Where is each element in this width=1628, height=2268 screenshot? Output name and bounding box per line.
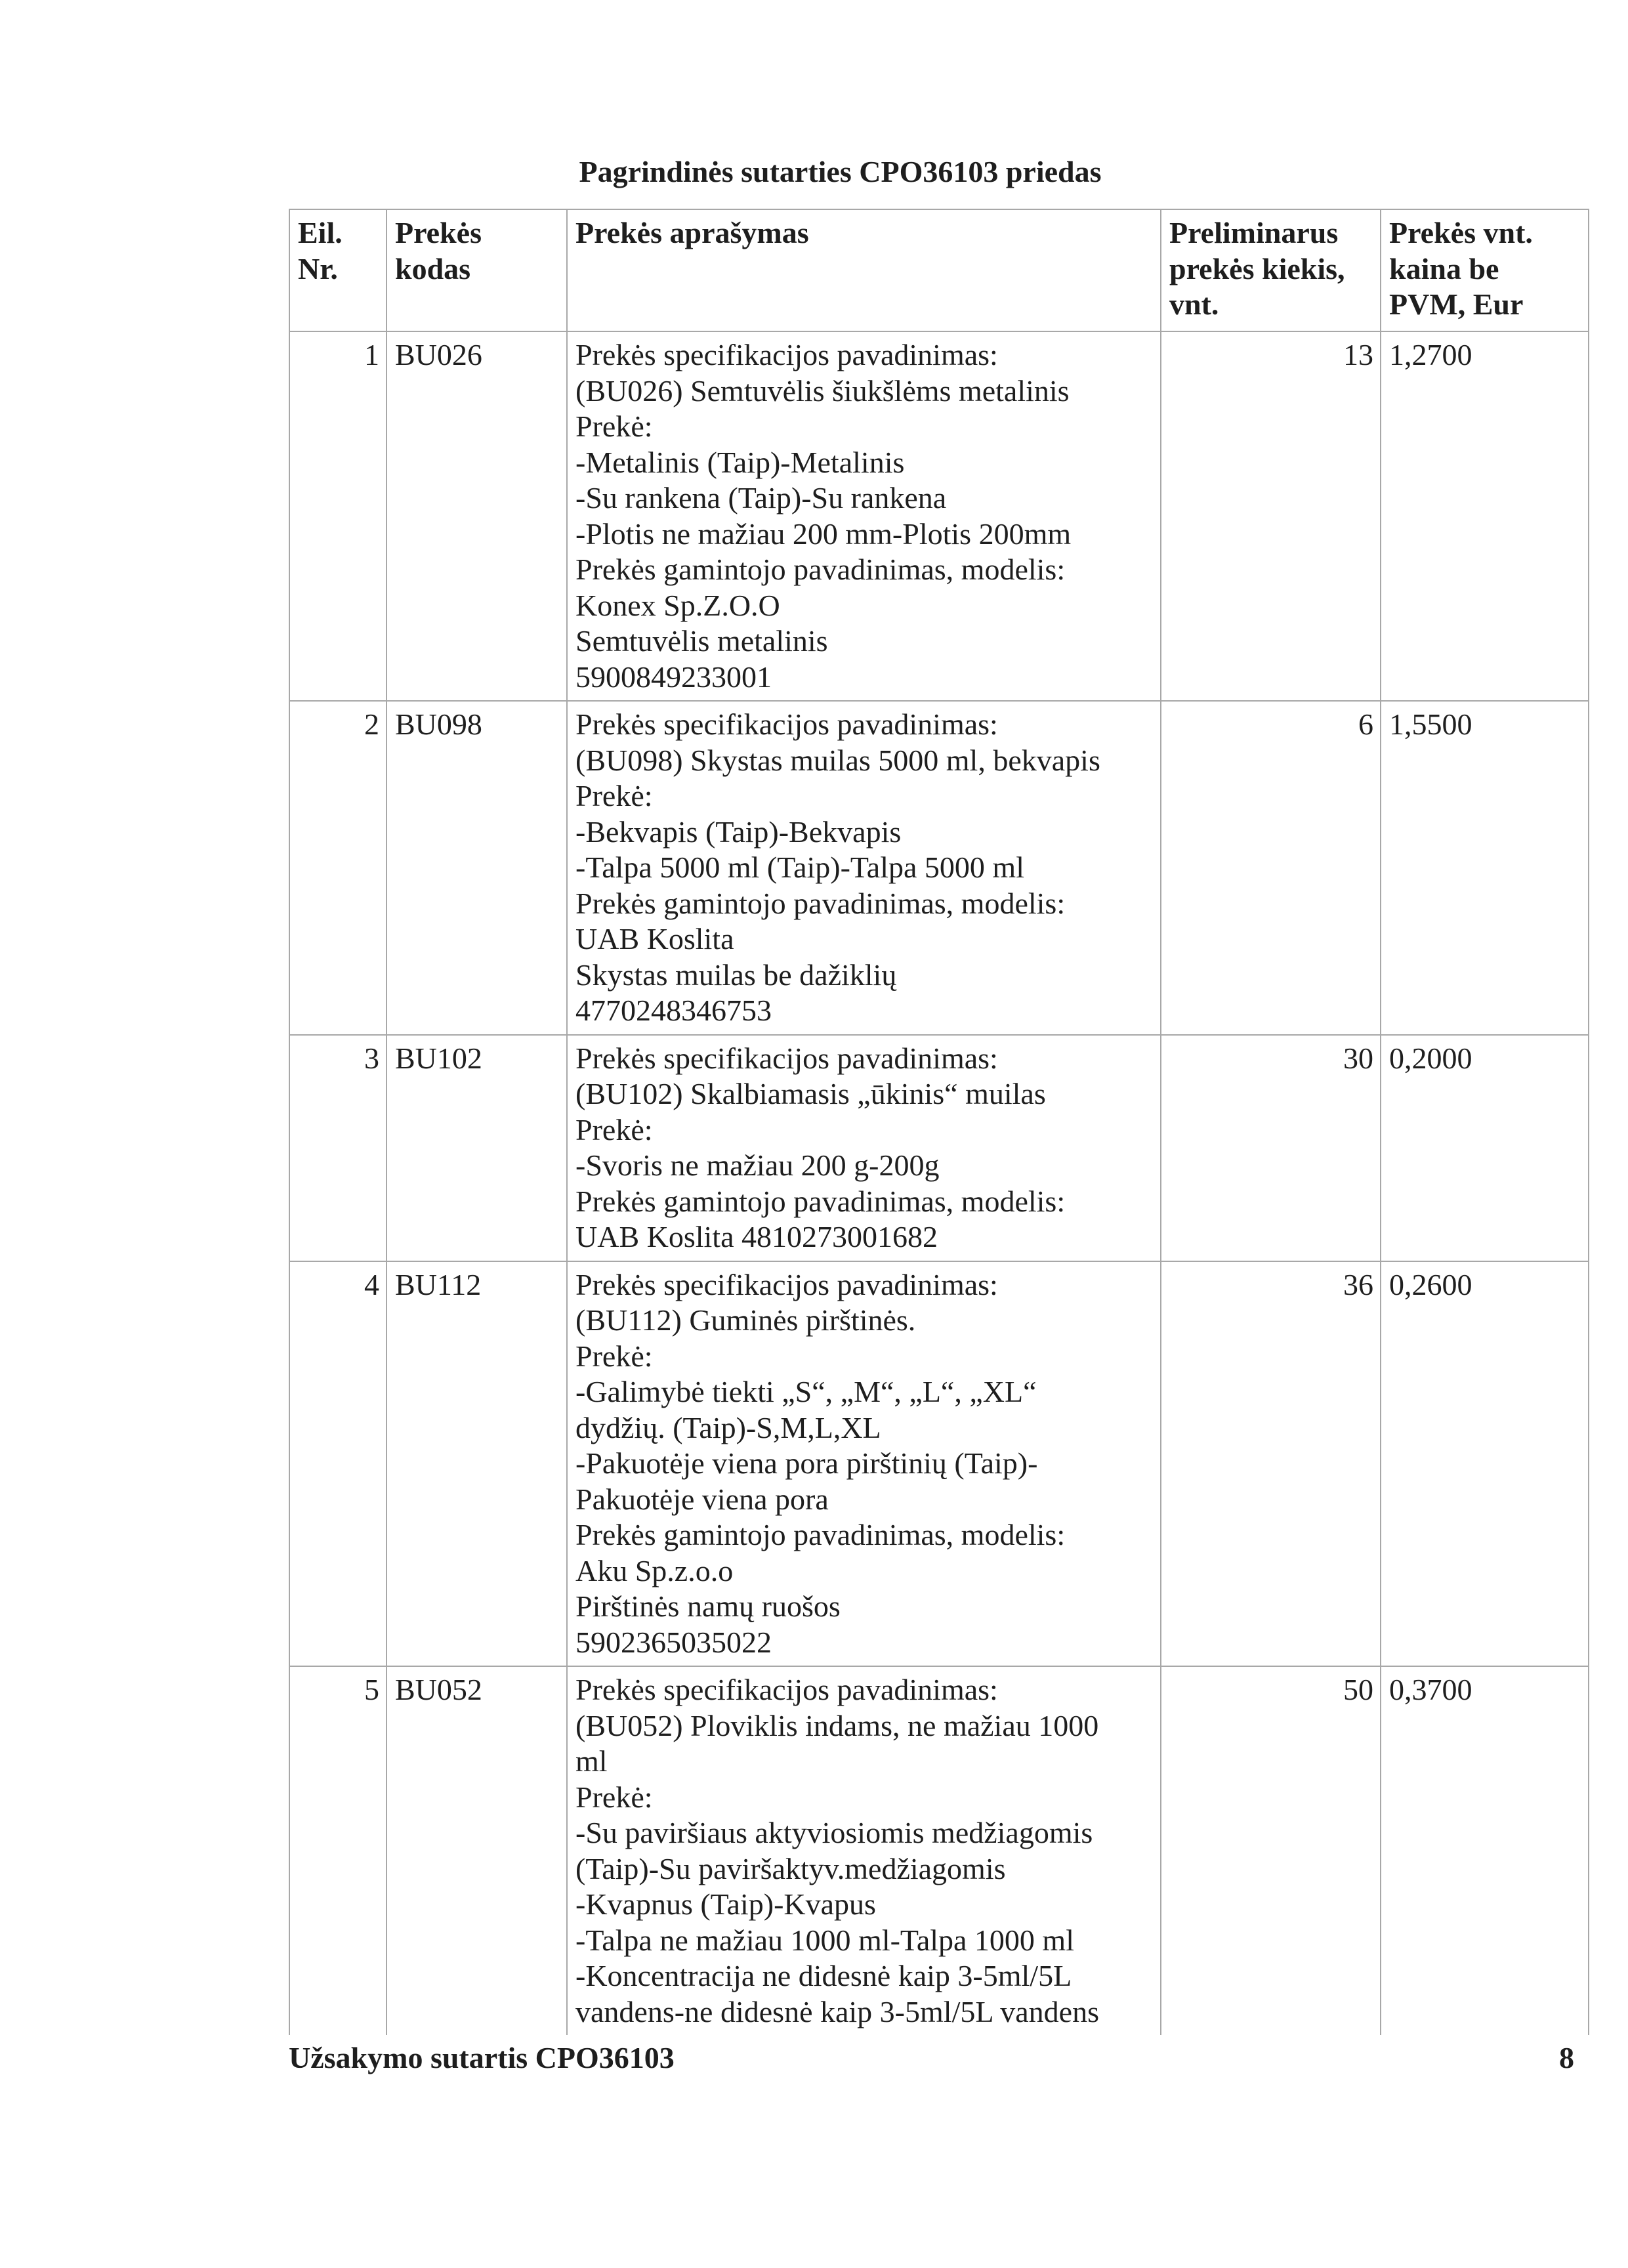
description-line: -Metalinis (Taip)-Metalinis xyxy=(575,445,905,479)
header-quantity: Preliminarus prekės kiekis, vnt. xyxy=(1161,209,1381,331)
row-code: BU102 xyxy=(386,1035,567,1261)
row-price: 0,2000 xyxy=(1381,1035,1589,1261)
description-line: (BU052) Ploviklis indams, ne mažiau 1000 xyxy=(575,1708,1099,1742)
description-line: dydžių. (Taip)-S,M,L,XL xyxy=(575,1410,881,1444)
row-description xyxy=(567,701,1161,1035)
row-price: 0,2600 xyxy=(1381,1261,1589,1667)
description-line: (Taip)-Su paviršaktyv.medžiagomis xyxy=(575,1851,1006,1885)
page-title: Pagrindinės sutarties CPO36103 priedas xyxy=(579,155,1102,188)
row-nr: 1 xyxy=(289,331,386,701)
description-line: -Galimybė tiekti „S“, „M“, „L“, „XL“ xyxy=(575,1375,1037,1408)
description-line: Prekės gamintojo pavadinimas, modelis: xyxy=(575,553,1066,586)
description-line: vandens-ne didesnė kaip 3-5ml/5L vandens xyxy=(575,1994,1099,2028)
row-code: BU112 xyxy=(386,1261,567,1667)
description-line: Prekė: xyxy=(575,1780,653,1814)
table-row xyxy=(289,1035,1589,1261)
description-line: -Kvapnus (Taip)-Kvapus xyxy=(575,1887,876,1921)
table-row xyxy=(289,701,1589,1035)
row-code: BU052 xyxy=(386,1666,567,2035)
description-line: Semtuvėlis metalinis xyxy=(575,624,828,658)
row-price: 0,3700 xyxy=(1381,1666,1589,2035)
description-line: 4770248346753 xyxy=(575,994,772,1027)
description-line: -Talpa ne mažiau 1000 ml-Talpa 1000 ml xyxy=(575,1923,1074,1957)
description-line: (BU102) Skalbiamasis „ūkinis“ muilas xyxy=(575,1077,1046,1110)
description-line: -Su paviršiaus aktyviosiomis medžiagomis xyxy=(575,1816,1093,1849)
description-line: Prekės specifikacijos pavadinimas: xyxy=(575,338,998,371)
row-quantity: 36 xyxy=(1161,1261,1381,1667)
row-code: BU098 xyxy=(386,701,567,1035)
description-line: Prekės specifikacijos pavadinimas: xyxy=(575,1041,998,1075)
table-header-row xyxy=(289,209,1589,331)
row-price: 1,2700 xyxy=(1381,331,1589,701)
description-line: -Bekvapis (Taip)-Bekvapis xyxy=(575,814,902,849)
description-line: Prekės specifikacijos pavadinimas: xyxy=(575,707,998,741)
description-line: (BU026) Semtuvėlis šiukšlėms metalinis xyxy=(575,373,1070,408)
header-description: Prekės aprašymas xyxy=(567,209,1161,331)
description-line: (BU112) Guminės pirštinės. xyxy=(575,1303,916,1337)
description-line: Prekės specifikacijos pavadinimas: xyxy=(575,1267,998,1301)
description-line: -Svoris ne mažiau 200 g-200g xyxy=(575,1148,940,1182)
row-price: 1,5500 xyxy=(1381,701,1589,1035)
description-line: (BU098) Skystas muilas 5000 ml, bekvapis xyxy=(575,743,1100,777)
row-description xyxy=(567,1035,1161,1261)
description-line: Aku Sp.z.o.o xyxy=(575,1553,734,1587)
description-line: -Pakuotėje viena pora pirštinių (Taip)- xyxy=(575,1446,1038,1480)
description-line: Prekė: xyxy=(575,1112,653,1146)
description-line: -Talpa 5000 ml (Taip)-Talpa 5000 ml xyxy=(575,850,1024,884)
row-nr: 4 xyxy=(289,1261,386,1667)
description-line: Prekės gamintojo pavadinimas, modelis: xyxy=(575,886,1066,920)
table-row xyxy=(289,331,1589,701)
description-line: -Koncentracija ne didesnė kaip 3-5ml/5L xyxy=(575,1959,1072,1992)
table-row xyxy=(289,1261,1589,1667)
description-line: Prekė: xyxy=(575,779,653,812)
header-price: Prekės vnt. kaina be PVM, Eur xyxy=(1381,209,1589,331)
description-line: Prekė: xyxy=(575,1339,653,1373)
description-line: UAB Koslita xyxy=(575,922,734,956)
description-line: Pakuotėje viena pora xyxy=(575,1482,829,1516)
description-line: Skystas muilas be dažiklių xyxy=(575,957,897,992)
description-line: 5902365035022 xyxy=(575,1625,772,1659)
items-table xyxy=(289,209,1589,2035)
row-quantity: 30 xyxy=(1161,1035,1381,1261)
table-row xyxy=(289,1666,1589,2035)
description-line: UAB Koslita 4810273001682 xyxy=(575,1220,938,1253)
description-line: Pirštinės namų ruošos xyxy=(575,1589,841,1623)
row-description xyxy=(567,331,1161,701)
description-line: Prekė: xyxy=(575,410,653,443)
description-line: -Su rankena (Taip)-Su rankena xyxy=(575,481,947,514)
row-nr: 2 xyxy=(289,701,386,1035)
description-line: -Plotis ne mažiau 200 mm-Plotis 200mm xyxy=(575,516,1072,551)
description-line: Konex Sp.Z.O.O xyxy=(575,588,780,622)
footer-contract: Užsakymo sutartis CPO36103 xyxy=(289,2041,675,2074)
description-line: Prekės gamintojo pavadinimas, modelis: xyxy=(575,1518,1066,1551)
description-line: 5900849233001 xyxy=(575,660,772,694)
row-code: BU026 xyxy=(386,331,567,701)
row-nr: 3 xyxy=(289,1035,386,1261)
row-description xyxy=(567,1666,1161,2035)
header-nr: Eil. Nr. xyxy=(289,209,386,331)
row-quantity: 50 xyxy=(1161,1666,1381,2035)
row-description xyxy=(567,1261,1161,1667)
description-line: Prekės specifikacijos pavadinimas: xyxy=(575,1673,998,1706)
row-quantity: 6 xyxy=(1161,701,1381,1035)
description-line: ml xyxy=(575,1744,608,1778)
page-number: 8 xyxy=(1559,2041,1574,2074)
description-line: Prekės gamintojo pavadinimas, modelis: xyxy=(575,1184,1066,1218)
row-quantity: 13 xyxy=(1161,331,1381,701)
row-nr: 5 xyxy=(289,1666,386,2035)
header-code: Prekės kodas xyxy=(386,209,567,331)
